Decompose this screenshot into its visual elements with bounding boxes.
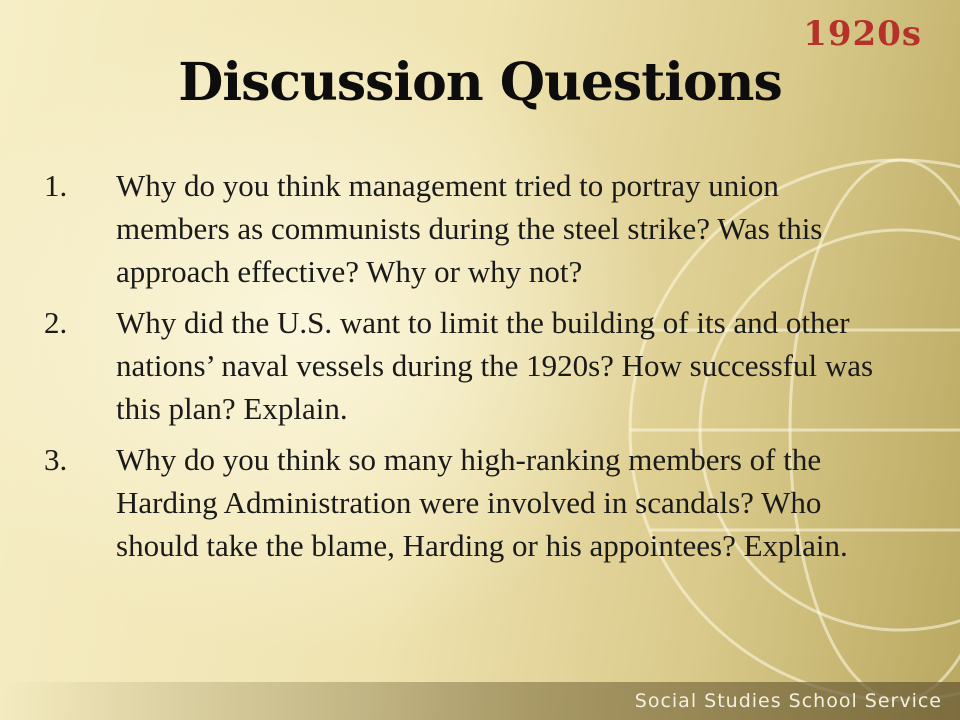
- decade-badge: 1920s: [803, 14, 922, 54]
- question-list: [44, 164, 884, 575]
- question-number: 2.: [44, 305, 68, 340]
- question-number: 1.: [44, 168, 68, 203]
- question-number: 3.: [44, 442, 68, 477]
- question-text: Why do you think management tried to portray union members as communists during the steel strike? Was this approach effective? Why or why not?: [116, 168, 823, 289]
- slide-title: Discussion Questions: [178, 52, 782, 113]
- question-text: Why did the U.S. want to limit the building of its and other nations’ naval vessels during the 1920s? How successful was this plan? Explain.: [116, 305, 874, 426]
- footer-bar: [0, 682, 960, 720]
- question-item: [44, 164, 884, 293]
- question-item: [44, 301, 884, 430]
- publisher-credit: Social Studies School Service: [634, 690, 942, 712]
- question-text: Why do you think so many high-ranking members of the Harding Administration were involved in scandals? Who should take the blame, Harding or his appointees? Explain.: [116, 442, 848, 563]
- question-item: [44, 438, 884, 567]
